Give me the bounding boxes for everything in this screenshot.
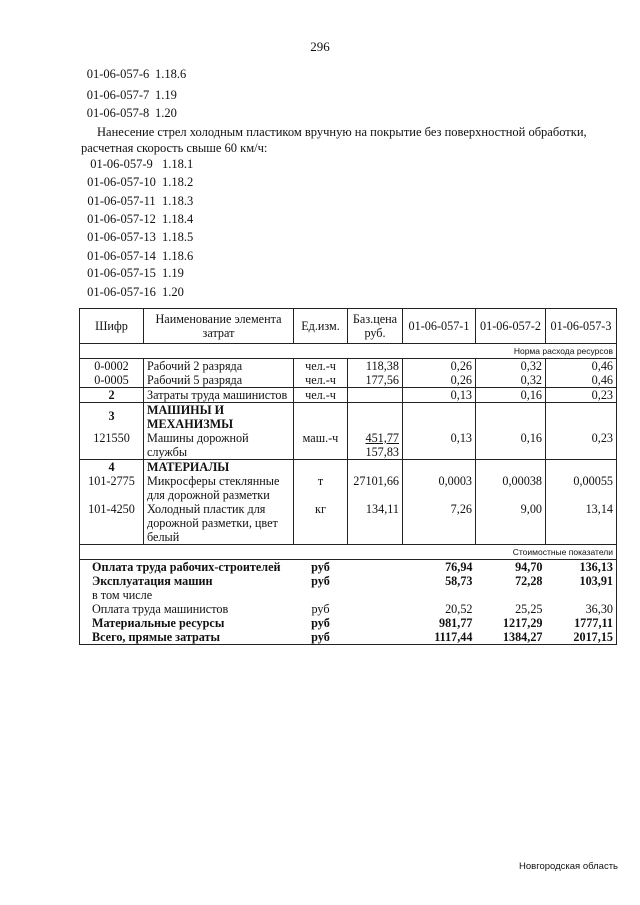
cost-value: 94,70 [515, 560, 543, 574]
cell-value: 0,32 [476, 359, 546, 374]
code-line: 01-06-057-7 1.19 [86, 88, 177, 102]
code-line: 01-06-057-16 1.20 [87, 285, 184, 299]
code-line: 01-06-057-11 1.18.3 [87, 194, 194, 208]
cost-value: 2017,15 [546, 630, 617, 645]
cell-name: Рабочий 5 разряда [144, 373, 294, 388]
cost-name: Оплата труда машинистов [80, 602, 294, 616]
resource-norms-table [79, 308, 617, 645]
code-line: 01-06-057-12 1.18.4 [87, 212, 194, 226]
cost-value: 72,28 [515, 574, 543, 588]
cost-unit: руб [311, 616, 330, 630]
cell-price [348, 388, 403, 403]
table-header-row [80, 309, 617, 344]
cost-row [80, 560, 617, 575]
cost-value: 25,25 [515, 602, 543, 616]
cell-name: Затраты труда машинистов [144, 388, 294, 403]
cell-price: 177,56 [348, 373, 403, 388]
cell-value: 0,32 [476, 373, 546, 388]
section-row [80, 460, 617, 475]
cost-value: 136,13 [546, 560, 617, 575]
cell-value: 0,16 [476, 431, 546, 460]
cell-code: 0-0002 [80, 359, 144, 374]
code-line: 01-06-057-13 1.18.5 [87, 230, 194, 244]
cost-value: 58,73 [445, 574, 473, 588]
cost-value: 36,30 [546, 602, 617, 616]
header-col-3: 01-06-057-3 [546, 309, 617, 344]
cell-value: 0,26 [403, 359, 476, 374]
cell-value: 0,00055 [546, 474, 617, 502]
cost-value: 981,77 [438, 616, 473, 630]
section-number: 3 [80, 403, 144, 432]
code-line: 01-06-057-9 1.18.1 [90, 157, 194, 171]
norm-caption-row [80, 344, 617, 359]
section-description: Нанесение стрел холодным пластиком вручную на покрытие без поверхностной обработки, расчетная скорость свыше 60 км/ч: [81, 125, 587, 155]
cell-value: 0,23 [546, 388, 617, 403]
cell-unit: маш.-ч [294, 431, 348, 460]
page-number: 296 [310, 39, 330, 54]
code-line: 01-06-057-10 1.18.2 [87, 175, 194, 189]
cost-value: 1384,27 [476, 630, 546, 645]
cost-caption-row [80, 545, 617, 560]
cell-name: Микросферы стеклянные для дорожной разметки [144, 474, 294, 502]
cell-unit: кг [294, 502, 348, 545]
cost-unit: руб [311, 602, 330, 616]
cost-row [80, 602, 617, 616]
header-base-price: Баз.цена руб. [348, 309, 403, 344]
cell-value: 0,13 [403, 388, 476, 403]
cell-value: 0,0003 [403, 474, 476, 502]
table-row [80, 474, 617, 502]
cell-value: 0,13 [403, 431, 476, 460]
table-row [80, 431, 617, 460]
cost-unit: руб [311, 574, 330, 588]
section-title: МАШИНЫ И МЕХАНИЗМЫ [144, 403, 294, 432]
cost-row [80, 616, 617, 630]
cost-unit: руб [311, 560, 330, 574]
norm-caption: Норма расхода ресурсов [80, 344, 617, 359]
cost-value: 1217,29 [502, 616, 543, 630]
cost-name-main: Эксплуатация машин [92, 574, 213, 588]
footer-region: Новгородская область [519, 861, 618, 872]
cell-unit: т [294, 474, 348, 502]
cost-value: 103,91 [546, 574, 617, 602]
section-row [80, 403, 617, 432]
cell-unit: чел.-ч [294, 359, 348, 374]
cell-unit: чел.-ч [294, 388, 348, 403]
cost-value: 76,94 [445, 560, 473, 574]
table-row [80, 502, 617, 545]
cost-unit: руб [294, 630, 348, 645]
cell-value: 0,46 [546, 359, 617, 374]
cell-value: 0,16 [476, 388, 546, 403]
cost-row [80, 630, 617, 645]
cost-value: 1117,44 [403, 630, 476, 645]
cost-name: Оплата труда рабочих-строителей [80, 560, 294, 575]
cell-price [348, 431, 403, 460]
section-title: МАТЕРИАЛЫ [144, 460, 294, 475]
cell-value: 7,26 [403, 502, 476, 545]
cost-name: Материальные ресурсы [80, 616, 294, 630]
cell-code: 101-4250 [80, 502, 144, 545]
table-row [80, 359, 617, 374]
cell-price: 134,11 [348, 502, 403, 545]
cell-unit: чел.-ч [294, 373, 348, 388]
cost-value: 20,52 [445, 602, 473, 616]
cell-price: 27101,66 [348, 474, 403, 502]
cell-code: 0-0005 [80, 373, 144, 388]
cell-value: 0,26 [403, 373, 476, 388]
cost-name [80, 574, 294, 602]
cell-value: 0,23 [546, 431, 617, 460]
cell-value: 0,46 [546, 373, 617, 388]
header-col-1: 01-06-057-1 [403, 309, 476, 344]
section-number: 4 [80, 460, 144, 475]
code-line: 01-06-057-8 1.20 [86, 106, 177, 120]
cell-name: Холодный пластик для дорожной разметки, цвет белый [144, 502, 294, 545]
cell-price: 118,38 [348, 359, 403, 374]
header-name: Наименование элемента затрат [144, 309, 294, 344]
cost-name: Всего, прямые затраты [80, 630, 294, 645]
cell-value: 9,00 [476, 502, 546, 545]
cost-value: 1777,11 [546, 616, 617, 630]
cell-name: Машины дорожной службы [144, 431, 294, 460]
header-unit: Ед.изм. [294, 309, 348, 344]
price-lower: 157,83 [365, 445, 399, 459]
cell-code: 101-2775 [80, 474, 144, 502]
code-line: 01-06-057-15 1.19 [87, 266, 184, 280]
code-line: 01-06-057-14 1.18.6 [87, 249, 194, 263]
code-line: 01-06-057-6 1.18.6 [86, 67, 187, 81]
cell-code: 121550 [80, 431, 144, 460]
header-code: Шифр [80, 309, 144, 344]
cost-row [80, 574, 617, 602]
table-row [80, 388, 617, 403]
price-upper: 451,77 [365, 431, 399, 445]
header-col-2: 01-06-057-2 [476, 309, 546, 344]
cost-name-sub: в том числе [92, 588, 153, 602]
cell-value: 13,14 [546, 502, 617, 545]
cell-name: Рабочий 2 разряда [144, 359, 294, 374]
table-row [80, 373, 617, 388]
cell-value: 0,00038 [476, 474, 546, 502]
cost-caption: Стоимостные показатели [80, 545, 617, 560]
cell-code: 2 [80, 388, 144, 403]
